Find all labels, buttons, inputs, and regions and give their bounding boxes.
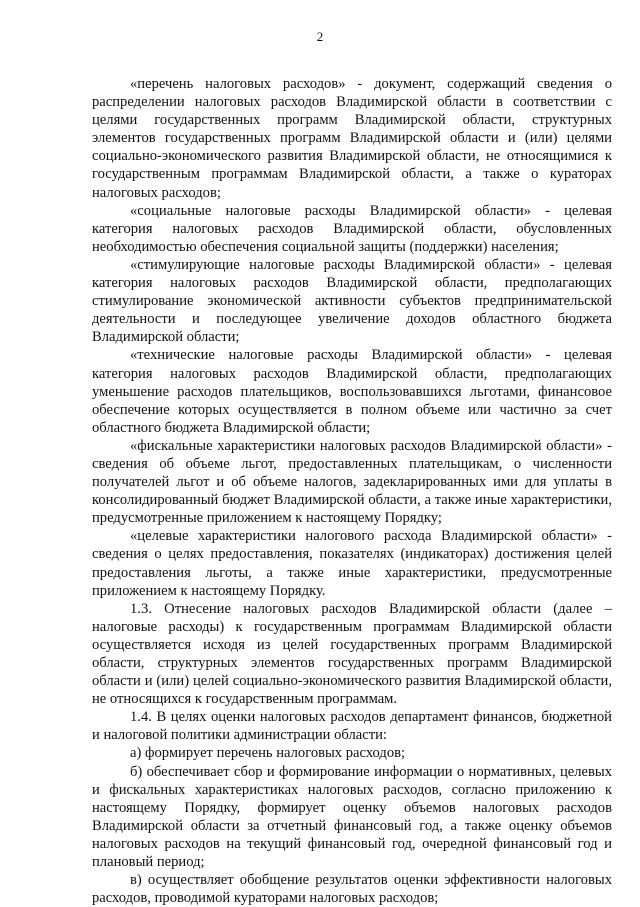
clause-1-3: 1.3. Отнесение налоговых расходов Владимирской области (далее – налоговые расходы) к государственным программам Владимирской области осуществляется исходя из целей государственных программ Владимирской области, структурных элементов государственных программ Владимирской области и (или) целей социально-экономического развития Владимирской области, не относящихся к государственным программам. — [92, 600, 612, 708]
clause-1-4-item-a: а) формирует перечень налоговых расходов; — [130, 745, 406, 762]
document-body — [92, 75, 612, 907]
clause-1-4-item-v: в) осуществляет обобщение результатов оценки эффективности налоговых расходов, проводимой кураторами налоговых расходов; — [92, 872, 612, 907]
definition-tax-expenditures-list: «перечень налоговых расходов» - документ, содержащий сведения о распределении налоговых расходов Владимирской области в соответствии с целями государственных программ Владимирской области, структурных элементов государственных программ Владимирской области и (или) целями социально-экономического развития Владимирской области, не относящимися к государственным программам Владимирской области, а также о кураторах налоговых расходов; — [92, 76, 612, 201]
definition-fiscal-characteristics: «фискальные характеристики налоговых расходов Владимирской области» - сведения об объеме льгот, предоставленных плательщикам, о численности получателей льгот и об объеме налогов, задекларированных ими для уплаты в консолидированный бюджет Владимирской области, а также иные характеристики, предусмотренные приложением к настоящему Порядку; — [92, 437, 612, 527]
definition-social-tax-expenditures: «социальные налоговые расходы Владимирской области» - целевая категория налоговых расходов Владимирской области, обусловленных необходимостью обеспечения социальной защиты (поддержки) населения; — [92, 202, 612, 255]
definition-stimulating-tax-expenditures: «стимулирующие налоговые расходы Владимирской области» - целевая категория налоговых расходов Владимирской области, предполагающих стимулирование экономической активности субъектов предпринимательской деятельности и последующее увеличение доходов областного бюджета Владимирской области; — [92, 256, 612, 346]
clause-1-4: 1.4. В целях оценки налоговых расходов департамент финансов, бюджетной и налоговой политики администрации области: — [92, 709, 612, 744]
clause-1-4-item-b: б) обеспечивает сбор и формирование информации о нормативных, целевых и фискальных характеристиках налоговых расходов, согласно приложению к настоящему Порядку, формирует оценку объемов налоговых расходов Владимирской области за отчетный финансовый год, а также оценку объемов налоговых расходов на текущий финансовый год, очередной финансовый год и плановый период; — [92, 763, 612, 871]
page-number: 2 — [316, 29, 324, 44]
definition-target-characteristics: «целевые характеристики налогового расхода Владимирской области» - сведения о целях предоставления, показателях (индикаторах) достижения целей предоставления льготы, а также иные характеристики, предусмотренные приложением к настоящему Порядку. — [92, 528, 612, 599]
definition-technical-tax-expenditures: «технические налоговые расходы Владимирской области» - целевая категория налоговых расходов Владимирской области, предполагающих уменьшение расходов плательщиков, воспользовавшихся льготами, финансовое обеспечение которых осуществляется в полном объеме или частично за счет областного бюджета Владимирской области; — [92, 347, 612, 436]
